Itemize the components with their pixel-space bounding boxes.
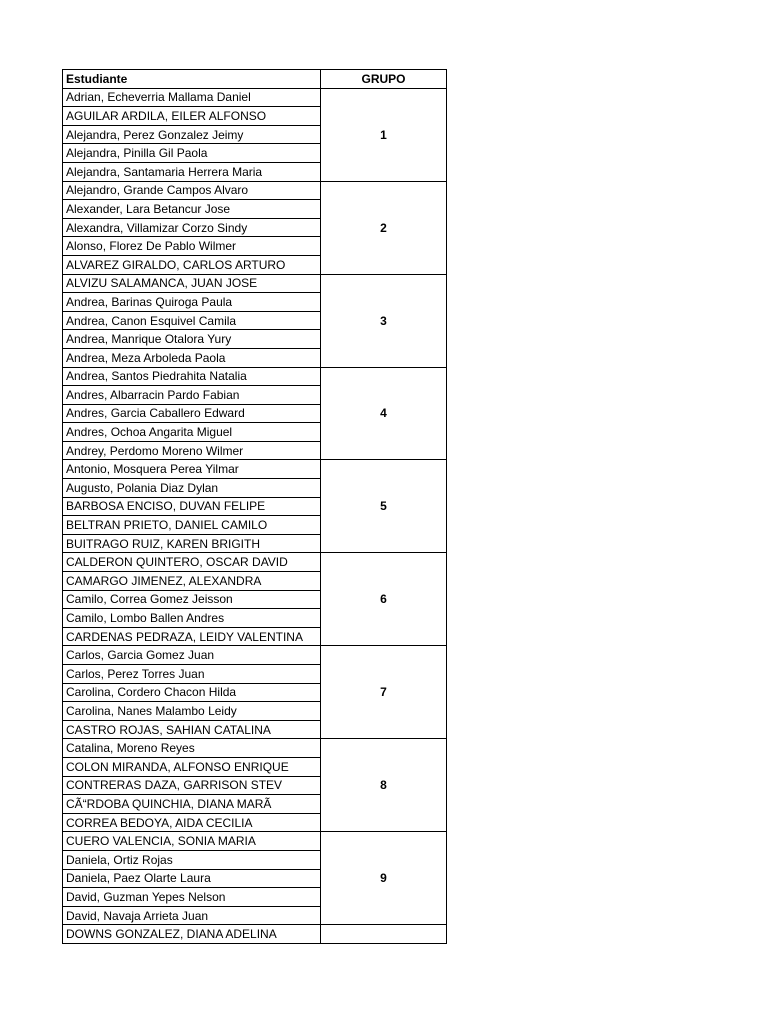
student-name-cell: Daniela, Paez Olarte Laura [63,869,321,888]
student-name-cell: Alexandra, Villamizar Corzo Sindy [63,218,321,237]
student-name-cell: Carlos, Garcia Gomez Juan [63,646,321,665]
student-name-cell: CALDERON QUINTERO, OSCAR DAVID [63,553,321,572]
group-number-cell [321,925,447,944]
student-name-cell: DOWNS GONZALEZ, DIANA ADELINA [63,925,321,944]
student-name-cell: Catalina, Moreno Reyes [63,739,321,758]
student-name-cell: Adrian, Echeverria Mallama Daniel [63,88,321,107]
header-row [63,70,447,89]
header-student: Estudiante [63,70,321,89]
group-number-cell: 8 [321,739,447,832]
student-name-cell: Camilo, Lombo Ballen Andres [63,609,321,628]
student-name-cell: BUITRAGO RUIZ, KAREN BRIGITH [63,534,321,553]
student-name-cell: ALVIZU SALAMANCA, JUAN JOSE [63,274,321,293]
student-name-cell: COLON MIRANDA, ALFONSO ENRIQUE [63,757,321,776]
student-name-cell: BARBOSA ENCISO, DUVAN FELIPE [63,497,321,516]
student-name-cell: Alejandra, Perez Gonzalez Jeimy [63,125,321,144]
student-name-cell: Andrea, Santos Piedrahita Natalia [63,367,321,386]
student-name-cell: Alejandra, Pinilla Gil Paola [63,144,321,163]
student-name-cell: CORREA BEDOYA, AIDA CECILIA [63,813,321,832]
student-name-cell: Carlos, Perez Torres Juan [63,665,321,684]
group-number-cell: 7 [321,646,447,739]
student-name-cell: CÃ“RDOBA QUINCHIA, DIANA MARÃ [63,795,321,814]
student-name-cell: David, Navaja Arrieta Juan [63,906,321,925]
table-row [63,739,447,758]
student-name-cell: CASTRO ROJAS, SAHIAN CATALINA [63,720,321,739]
table-row [63,646,447,665]
student-name-cell: Andrea, Canon Esquivel Camila [63,311,321,330]
group-number-cell: 5 [321,460,447,553]
student-name-cell: Camilo, Correa Gomez Jeisson [63,590,321,609]
student-name-cell: Antonio, Mosquera Perea Yilmar [63,460,321,479]
student-name-cell: Alejandra, Santamaria Herrera Maria [63,162,321,181]
student-name-cell: CONTRERAS DAZA, GARRISON STEV [63,776,321,795]
group-number-cell: 1 [321,88,447,181]
table-body [63,88,447,943]
group-number-cell: 9 [321,832,447,925]
student-name-cell: Andrea, Manrique Otalora Yury [63,330,321,349]
header-group: GRUPO [321,70,447,89]
student-name-cell: CUERO VALENCIA, SONIA MARIA [63,832,321,851]
table-row [63,367,447,386]
student-groups-table [62,69,447,944]
table-row [63,274,447,293]
group-number-cell: 2 [321,181,447,274]
table-row [63,88,447,107]
student-name-cell: Augusto, Polania Diaz Dylan [63,479,321,498]
student-name-cell: Carolina, Cordero Chacon Hilda [63,683,321,702]
student-name-cell: Alexander, Lara Betancur Jose [63,200,321,219]
student-name-cell: Daniela, Ortiz Rojas [63,850,321,869]
student-name-cell: Andres, Ochoa Angarita Miguel [63,423,321,442]
student-name-cell: AGUILAR ARDILA, EILER ALFONSO [63,107,321,126]
student-name-cell: CARDENAS PEDRAZA, LEIDY VALENTINA [63,627,321,646]
student-name-cell: Andres, Albarracin Pardo Fabian [63,386,321,405]
table-row [63,181,447,200]
group-number-cell: 3 [321,274,447,367]
student-name-cell: Andrey, Perdomo Moreno Wilmer [63,441,321,460]
student-name-cell: Alonso, Florez De Pablo Wilmer [63,237,321,256]
table-row [63,553,447,572]
table-row [63,460,447,479]
student-name-cell: BELTRAN PRIETO, DANIEL CAMILO [63,516,321,535]
group-number-cell: 4 [321,367,447,460]
student-name-cell: Carolina, Nanes Malambo Leidy [63,702,321,721]
student-name-cell: David, Guzman Yepes Nelson [63,888,321,907]
student-name-cell: Andres, Garcia Caballero Edward [63,404,321,423]
student-name-cell: ALVAREZ GIRALDO, CARLOS ARTURO [63,255,321,274]
student-name-cell: CAMARGO JIMENEZ, ALEXANDRA [63,572,321,591]
student-name-cell: Andrea, Meza Arboleda Paola [63,348,321,367]
group-number-cell: 6 [321,553,447,646]
student-name-cell: Andrea, Barinas Quiroga Paula [63,293,321,312]
table-row [63,832,447,851]
student-name-cell: Alejandro, Grande Campos Alvaro [63,181,321,200]
table-row [63,925,447,944]
